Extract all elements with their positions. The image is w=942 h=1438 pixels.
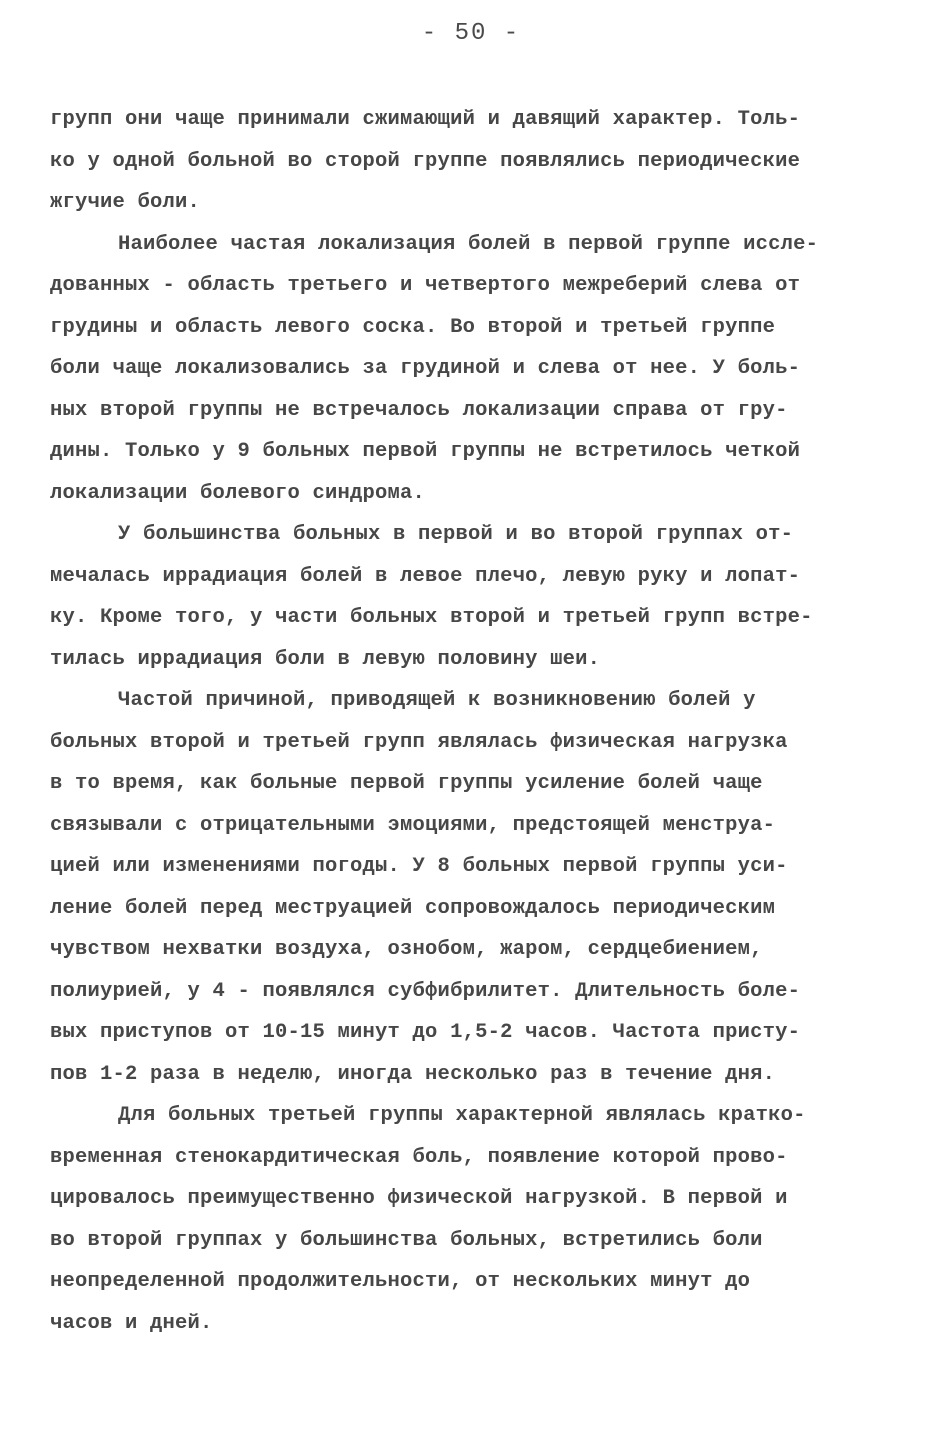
text-line: Для больных третьей группы характерной являлась кратко- — [118, 1104, 806, 1127]
text-line: У большинства больных в первой и во второй группах от- — [118, 523, 794, 546]
text-line: пов 1-2 раза в неделю, иногда несколько раз в течение дня. — [50, 1062, 776, 1086]
text-line: ко у одной больной во сторой группе появлялись периодические — [50, 149, 801, 173]
text-line: ление болей перед меструацией сопровождалось периодическим — [50, 896, 776, 920]
text-line: групп они чаще принимали сжимающий и давящий характер. Толь- — [50, 108, 801, 131]
text-line: цией или изменениями погоды. У 8 больных первой группы уси- — [50, 855, 788, 878]
text-line: в то время, как больные первой группы усиление болей чаще — [50, 772, 763, 795]
text-line: мечалась иррадиация болей в левое плечо, левую руку и лопат- — [50, 564, 801, 588]
page-number: - 50 - — [421, 20, 521, 47]
text-line: боли чаще локализовались за грудиной и слева от нее. У боль- — [50, 357, 801, 380]
text-line: во второй группах у большинства больных, встретились боли — [50, 1228, 763, 1252]
text-line: дованных - область третьего и четвертого межреберий слева от — [50, 274, 801, 297]
text-line: ных второй группы не встречалось локализации справа от гру- — [50, 398, 788, 422]
text-line: полиурией, у 4 - появлялся субфибрилитет. Длительность боле- — [50, 979, 801, 1003]
text-line: вых приступов от 10-15 минут до 1,5-2 часов. Частота присту- — [50, 1021, 801, 1044]
text-line: цировалось преимущественно физической нагрузкой. В первой и — [50, 1187, 788, 1210]
text-line: локализации болевого синдрома. — [50, 481, 426, 505]
text-line: чувством нехватки воздуха, ознобом, жаром, сердцебиением, — [50, 938, 763, 961]
text-line: жгучие боли. — [50, 191, 201, 214]
text-line: неопределенной продолжительности, от нескольких минут до — [50, 1270, 751, 1293]
text-line: ку. Кроме того, у части больных второй и третьей групп встре- — [50, 606, 813, 629]
text-line: временная стенокардитическая боль, появление которой прово- — [50, 1145, 788, 1169]
text-line: тилась иррадиация боли в левую половину шеи. — [50, 647, 601, 671]
text-line: связывали с отрицательными эмоциями, предстоящей менструа- — [50, 813, 776, 837]
text-line: Наиболее частая локализация болей в первой группе иссле- — [118, 232, 819, 256]
text-line: часов и дней. — [50, 1311, 213, 1335]
text-line: Частой причиной, приводящей к возникновению болей у — [118, 689, 756, 712]
text-line: дины. Только у 9 больных первой группы не встретилось четкой — [50, 440, 801, 463]
body-text — [50, 99, 900, 1344]
text-line: грудины и область левого соска. Во второй и третьей группе — [50, 315, 776, 339]
text-line: больных второй и третьей групп являлась физическая нагрузка — [50, 730, 788, 754]
